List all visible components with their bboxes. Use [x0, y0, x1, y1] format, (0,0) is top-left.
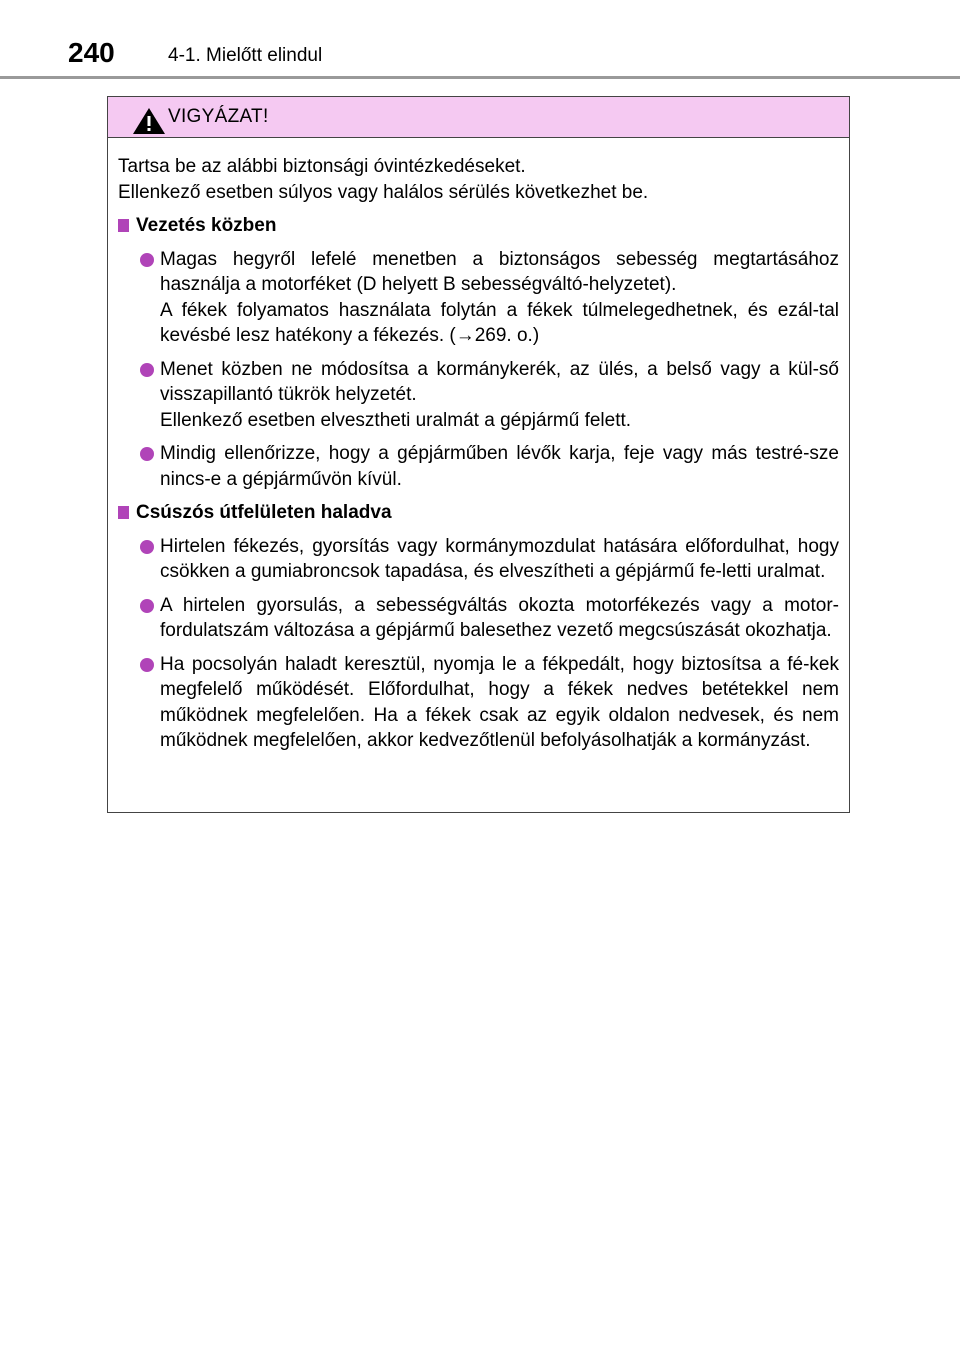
caution-title: VIGYÁZAT! [168, 106, 269, 127]
list-item [118, 441, 839, 492]
item-paragraph: Hirtelen fékezés, gyorsítás vagy kormánymozdulat hatására előfordulhat, hogy csökken a gumiabroncsok tapadása, és elveszítheti a gépjármű fe-letti uralmat. [160, 535, 839, 582]
warning-triangle-icon [132, 107, 166, 135]
subheading-text: Vezetés közben [136, 215, 277, 236]
square-bullet-icon [118, 506, 129, 519]
intro-line: Ellenkező esetben súlyos vagy halálos sérülés következhet be. [118, 181, 649, 203]
subheading-slippery [118, 500, 839, 526]
caution-header [108, 97, 849, 138]
intro-line: Tartsa be az alábbi biztonsági óvintézkedéseket. [118, 156, 526, 177]
item-paragraph: Mindig ellenőrizze, hogy a gépjárműben lévők karja, feje vagy más testré-sze nincs-e a gépjárművön kívül. [160, 443, 839, 490]
item-paragraph: A hirtelen gyorsulás, a sebességváltás okozta motorfékezés vagy a motor-fordulatszám változása a gépjármű balesethez vezető megcsúszását okozhatja. [160, 594, 839, 641]
list-item [118, 593, 839, 644]
caution-body [108, 138, 849, 754]
list-item [118, 652, 839, 754]
subheading-text: Csúszós útfelületen haladva [136, 502, 392, 523]
item-paragraph: Menet közben ne módosítsa a kormánykerék, az ülés, a belső vagy a kül-ső visszapillantó tükrök helyzetét. [160, 358, 839, 405]
list-item [118, 534, 839, 585]
list-item [118, 357, 839, 434]
section-title: 4-1. Mielőtt elindul [168, 45, 323, 66]
page-number: 240 [68, 37, 115, 68]
square-bullet-icon [118, 219, 129, 232]
circle-bullet-icon [140, 540, 154, 554]
circle-bullet-icon [140, 363, 154, 377]
subheading-driving [118, 213, 839, 239]
header-divider [0, 76, 960, 79]
list-item [118, 247, 839, 349]
item-paragraph: Ellenkező esetben elvesztheti uralmát a gépjármű felett. [160, 409, 632, 431]
page-header [68, 36, 960, 76]
item-paragraph: A fékek folyamatos használata folytán a fékek túlmelegedhetnek, és ezál-tal kevésbé lesz hatékony a fékezés. (→269. o.) [160, 299, 839, 346]
circle-bullet-icon [140, 447, 154, 461]
circle-bullet-icon [140, 599, 154, 613]
item-paragraph: Magas hegyről lefelé menetben a biztonságos sebesség megtartásához használja a motorféket (D helyett B sebességváltó-helyzetet). [160, 248, 839, 295]
circle-bullet-icon [140, 658, 154, 672]
circle-bullet-icon [140, 253, 154, 267]
item-paragraph: Ha pocsolyán haladt keresztül, nyomja le a fékpedált, hogy biztosítsa a fé-kek megfelelő működését. Előfordulhat, hogy a fékek nedves betétekkel nem működnek megfelelően. Ha a fékek csak az egyik oldalon nedvesek, és nem működnek megfelelően, akkor kedvezőtlenül befolyásolhatják a kormányzást. [160, 653, 839, 751]
caution-box [107, 96, 850, 813]
